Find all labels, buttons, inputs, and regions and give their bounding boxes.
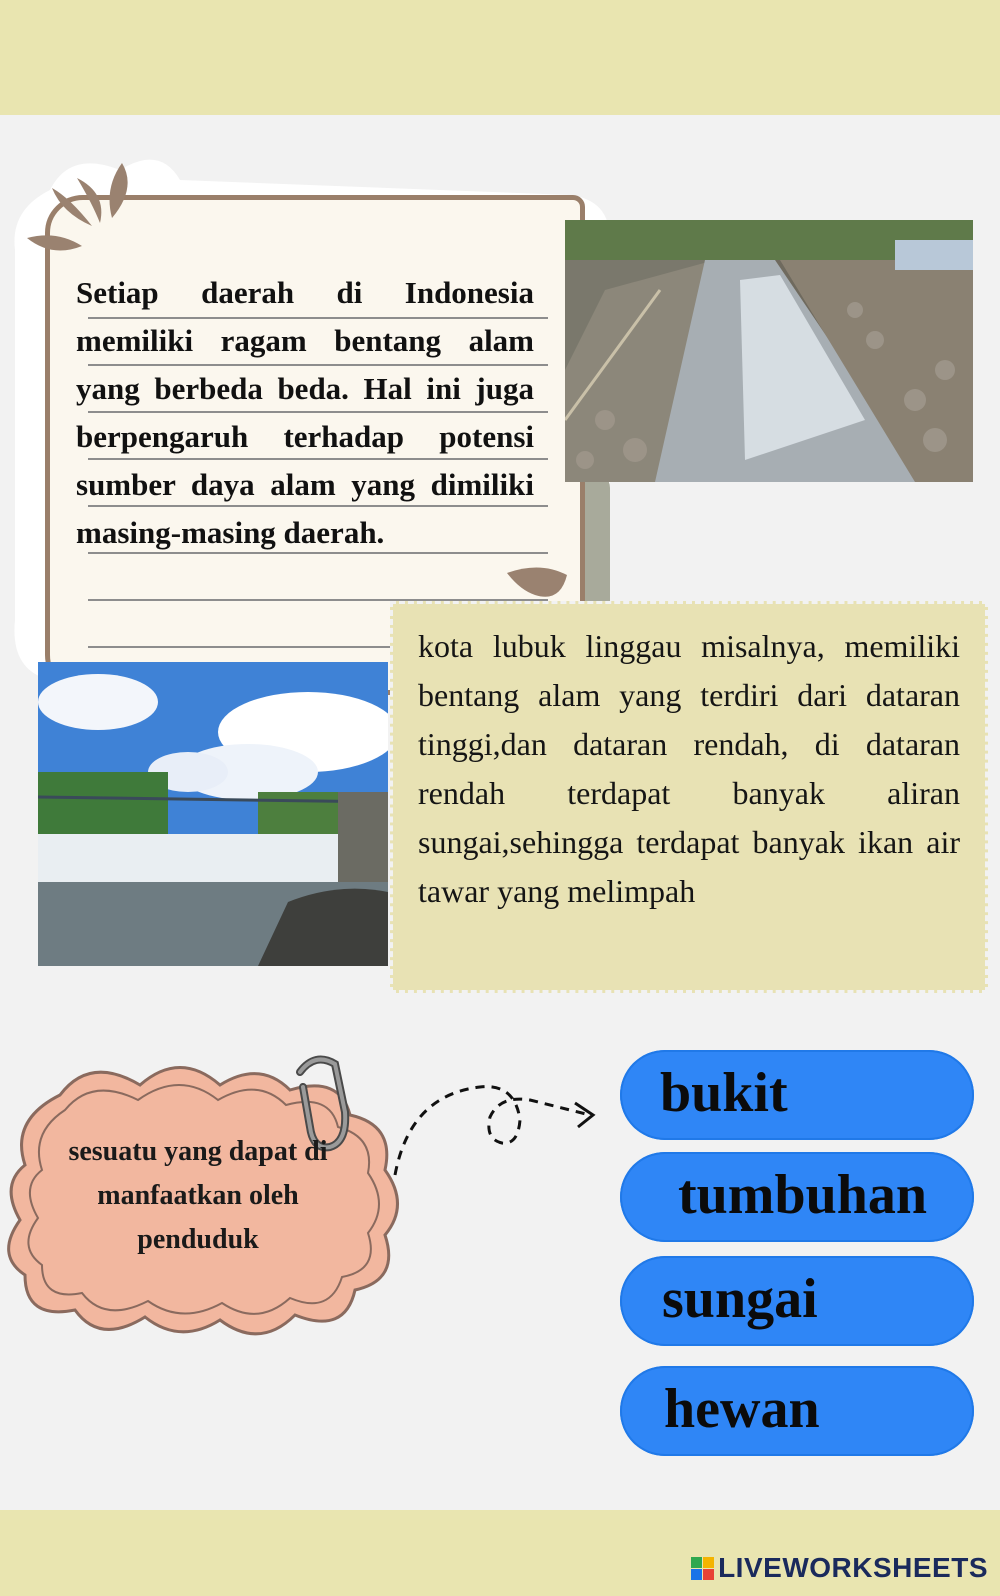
river-photo xyxy=(565,220,973,482)
liveworksheets-mark-icon xyxy=(691,1557,714,1580)
option-label: bukit xyxy=(660,1062,788,1124)
intro-paragraph: Setiap daerah di Indonesia memiliki ragam bentang alam yang berbeda beda. Hal ini juga berpengaruh terhadap potensi sumber daya alam yang dimiliki masing-masing daerah. xyxy=(76,275,534,550)
option-hewan-button[interactable] xyxy=(620,1366,974,1456)
info-paragraph: kota lubuk linggau misalnya, memiliki bentang alam yang terdiri dari dataran tinggi,dan dataran rendah, di dataran rendah terdapat banyak aliran sungai,sehingga terdapat banyak ikan air tawar yang melimpah xyxy=(418,628,960,909)
liveworksheets-logo xyxy=(691,1552,988,1584)
option-label: tumbuhan xyxy=(678,1164,928,1226)
option-sungai-button[interactable] xyxy=(620,1256,974,1346)
dashed-arrow-icon xyxy=(390,1075,605,1185)
option-bukit-button[interactable] xyxy=(620,1050,974,1140)
waterfall-photo xyxy=(38,662,388,966)
top-band xyxy=(0,0,1000,115)
leaf-ornament-icon xyxy=(22,158,142,258)
option-tumbuhan-button[interactable] xyxy=(620,1152,974,1242)
brand-name: LIVEWORKSHEETS xyxy=(718,1552,988,1583)
option-label: hewan xyxy=(664,1378,820,1440)
option-label: sungai xyxy=(662,1268,818,1330)
prompt-text: sesuatu yang dapat di manfaatkan oleh penduduk xyxy=(68,1136,328,1255)
